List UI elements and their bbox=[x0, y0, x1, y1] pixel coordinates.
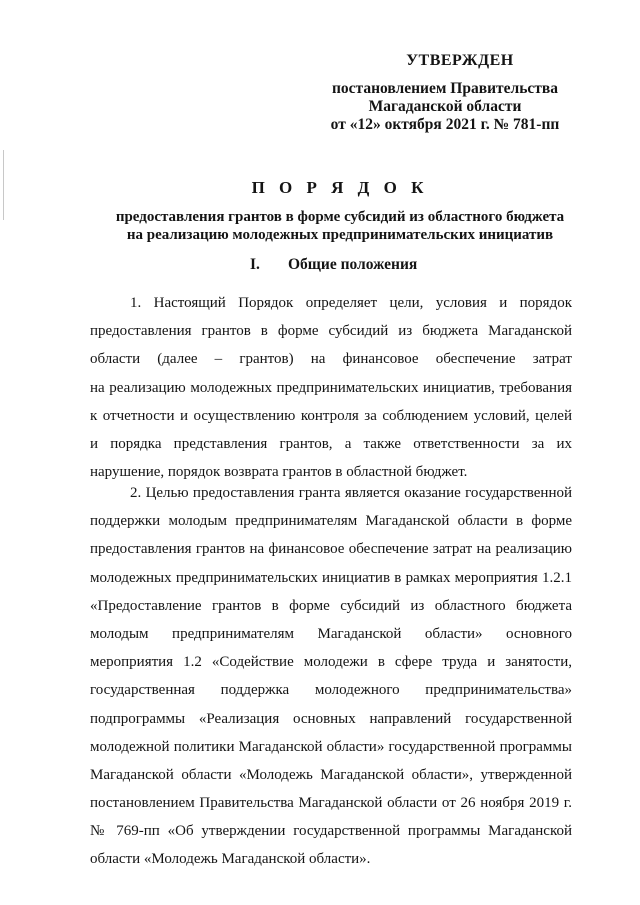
section-title: Общие положения bbox=[288, 256, 418, 273]
subtitle-line: предоставления грантов в форме субсидий из областного бюджета bbox=[115, 209, 565, 225]
subtitle-line: на реализацию молодежных предпринимательских инициатив bbox=[126, 227, 554, 243]
approval-title: УТВЕРЖДЕН bbox=[406, 52, 514, 69]
text-line: предоставления грантов в форме субсидий из бюджета Магаданской bbox=[90, 323, 572, 340]
approval-line: постановлением Правительства bbox=[331, 80, 559, 97]
text-line: постановлением Правительства Магаданской области от 26 ноября 2019 г. bbox=[90, 795, 572, 812]
text-line: 2. Целью предоставления гранта является оказание государственной bbox=[130, 485, 572, 501]
section-heading bbox=[250, 256, 417, 274]
document-title: П О Р Я Д О К bbox=[251, 178, 429, 197]
text-line: мероприятия 1.2 «Содействие молодежи в сфере труда и занятости, bbox=[90, 654, 572, 671]
text-line: подпрограммы «Реализация основных направлений государственной bbox=[90, 710, 572, 727]
text-line: к отчетности и осуществлению контроля за соблюдением условий, целей bbox=[90, 407, 572, 424]
section-number: I. bbox=[250, 256, 260, 273]
text-line: молодежных предпринимательских инициатив в рамках мероприятия 1.2.1 bbox=[90, 569, 572, 586]
text-line: молодежной политики Магаданской области» государственной программы bbox=[90, 738, 572, 755]
paragraph-1 bbox=[90, 289, 572, 486]
text-line: и порядка представления грантов, а также ответственности за их bbox=[90, 435, 572, 452]
approval-stamp bbox=[310, 52, 580, 134]
text-line: предоставления грантов на финансовое обеспечение затрат на реализацию bbox=[90, 541, 572, 558]
text-line: «Предоставление грантов в форме субсидий из областного бюджета bbox=[90, 597, 572, 614]
text-line: области «Молодежь Магаданской области». bbox=[90, 851, 371, 868]
paragraph-2 bbox=[90, 479, 572, 874]
text-line: государственная поддержка молодежного предпринимательства» bbox=[90, 682, 572, 699]
text-line: области (далее – грантов) на финансовое обеспечение затрат bbox=[90, 351, 572, 368]
approval-line: от «12» октября 2021 г. № 781-пп bbox=[330, 116, 560, 133]
text-line: 1. Настоящий Порядок определяет цели, условия и порядок bbox=[130, 295, 572, 311]
document-subtitle bbox=[60, 208, 620, 244]
text-line: нарушение, порядок возврата грантов в областной бюджет. bbox=[90, 464, 468, 481]
document-header bbox=[60, 178, 620, 244]
scan-margin-line bbox=[3, 150, 4, 220]
text-line: на реализацию молодежных предпринимательских инициатив, требования bbox=[90, 379, 572, 396]
text-line: № 769-пп «Об утверждении государственной программы Магаданской bbox=[90, 823, 572, 840]
text-line: Магаданской области «Молодежь Магаданской области», утвержденной bbox=[90, 766, 572, 783]
text-line: молодым предпринимателям Магаданской области» основного bbox=[90, 625, 572, 642]
text-line: поддержки молодым предпринимателям Магаданской области в форме bbox=[90, 513, 572, 530]
approval-line: Магаданской области bbox=[368, 98, 522, 115]
